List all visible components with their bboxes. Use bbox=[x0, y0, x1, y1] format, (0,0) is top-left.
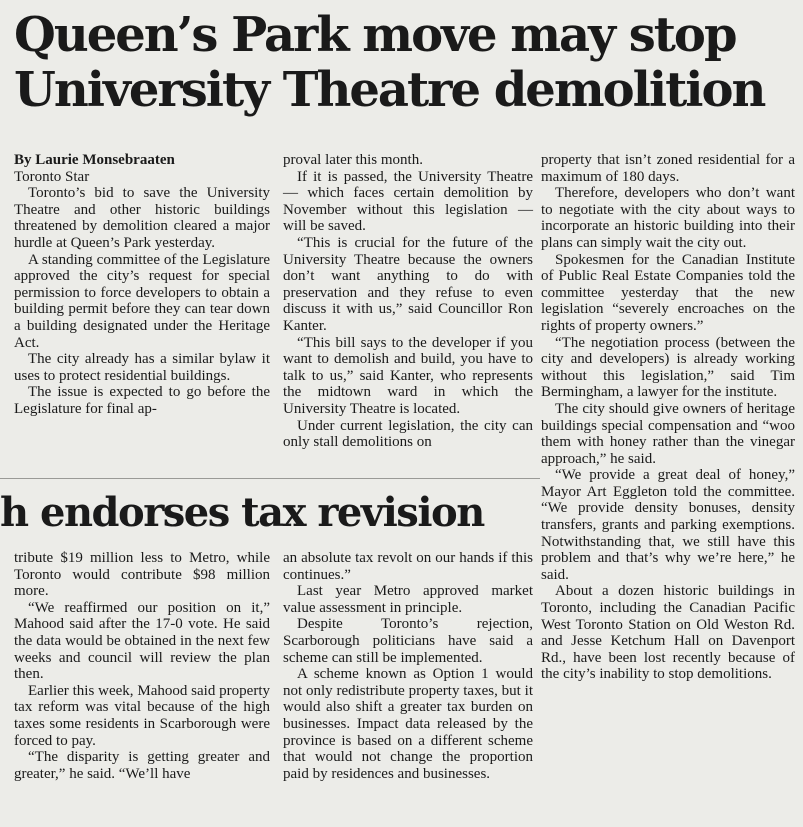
paragraph: Toronto’s bid to save the University Theatre and other historic buildings threatened by demolition cleared a major hurdle at Queen’s Park yesterday. bbox=[14, 185, 270, 251]
headline-line-1: Queen’s Park move may stop bbox=[14, 7, 736, 63]
paragraph: proval later this month. bbox=[283, 152, 423, 168]
article-column-3 bbox=[541, 152, 795, 683]
paragraph: tribute $19 million less to Metro, while Toronto would contribute $98 million more. bbox=[14, 550, 270, 600]
paragraph: Last year Metro approved market value assessment in principle. bbox=[283, 583, 533, 616]
paragraph: “This bill says to the developer if you want to demolish and build, you have to talk to us,” said Kanter, who represents the midtown ward in which the University Theatre is located. bbox=[283, 334, 533, 417]
paragraph: “This is crucial for the future of the University Theatre because the owners don’t want anything to do with preservation and they refuse to even discuss it with us,” said Councillor Ron Kanter. bbox=[283, 234, 533, 334]
headline-line-2: University Theatre demolition bbox=[14, 62, 765, 118]
sub-headline: h endorses tax revision bbox=[0, 489, 484, 536]
paragraph: The city should give owners of heritage buildings special compensation and “woo them with honey rather than the vinegar approach,” he said. bbox=[541, 400, 795, 467]
article-column-2 bbox=[283, 152, 533, 451]
paragraph: Under current legislation, the city can only stall demolitions on bbox=[283, 417, 533, 451]
paragraph: an absolute tax revolt on our hands if this continues.” bbox=[283, 550, 533, 583]
paragraph: The issue is expected to go before the Legislature for final ap- bbox=[14, 384, 270, 417]
byline: By Laurie Monsebraaten bbox=[14, 152, 175, 168]
paragraph: “We provide a great deal of honey,” Mayor Art Eggleton told the committee. “We provide density bonuses, density transfers, grants and parking exemptions. Notwithstanding that, we still have this problem and that’s why we’re here,” he said. bbox=[541, 467, 795, 583]
paragraph: Therefore, developers who don’t want to negotiate with the city about ways to incorporate an historic building into their plans can simply wait the city out. bbox=[541, 185, 795, 251]
sub-article-column-2 bbox=[283, 550, 533, 782]
paragraph: The city already has a similar bylaw it uses to protect residential buildings. bbox=[14, 351, 270, 384]
paragraph: Earlier this week, Mahood said property tax reform was vital because of the high taxes some residents in Scarborough were forced to pay. bbox=[14, 682, 270, 749]
paragraph: About a dozen historic buildings in Toronto, including the Canadian Pacific West Toronto Station on Old Weston Rd. and Jesse Ketchum Hall on Davenport Rd., have been lost recently because of the city’s inability to stop demolitions. bbox=[541, 583, 795, 683]
paragraph: Despite Toronto’s rejection, Scarborough politicians have said a scheme can still be implemented. bbox=[283, 616, 533, 666]
paragraph: “We reaffirmed our position on it,” Mahood said after the 17-0 vote. He said the data would be obtained in the next few weeks and council will review the plan then. bbox=[14, 599, 270, 683]
section-divider bbox=[0, 478, 540, 479]
paragraph: A scheme known as Option 1 would not only redistribute property taxes, but it would also shift a greater tax burden on businesses. Impact data released by the province is based on a different scheme that would not change the proportion paid by residences and businesses. bbox=[283, 666, 533, 782]
article-column-1 bbox=[14, 152, 270, 418]
paragraph: property that isn’t zoned residential for a maximum of 180 days. bbox=[541, 152, 795, 185]
sub-article-column-1 bbox=[14, 550, 270, 782]
dateline: Toronto Star bbox=[14, 168, 90, 185]
paragraph: “The negotiation process (between the city and developers) is already working without this legislation,” said Tim Bermingham, a lawyer for the institute. bbox=[541, 334, 795, 401]
paragraph: “The disparity is getting greater and greater,” he said. “We’ll have bbox=[14, 749, 270, 782]
paragraph: Spokesmen for the Canadian Institute of Public Real Estate Companies told the committee yesterday that the new legislation “severely encroaches on the rights of property owners.” bbox=[541, 251, 795, 334]
headline bbox=[14, 8, 794, 118]
paragraph: A standing committee of the Legislature approved the city’s request for special permission to force developers to obtain a building permit before they can tear down a building designated under the Heritage Act. bbox=[14, 251, 270, 351]
paragraph: If it is passed, the University Theatre — which faces certain demolition by November without this legislation — will be saved. bbox=[283, 168, 533, 235]
